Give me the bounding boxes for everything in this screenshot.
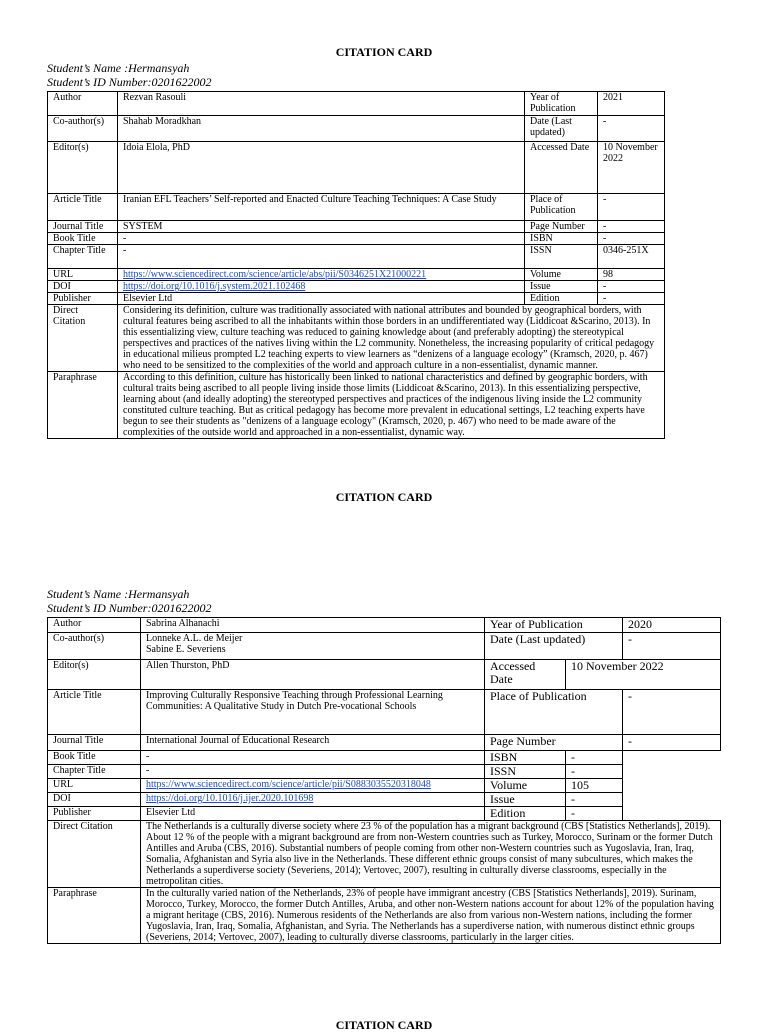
doi-link[interactable]: https://doi.org/10.1016/j.system.2021.102468 (123, 281, 306, 292)
table-row (48, 293, 665, 305)
edition-label: Edition (485, 807, 566, 821)
accessed-value: 10 November 2022 (566, 660, 721, 690)
date-updated-value: - (598, 116, 665, 142)
page-label: Page Number (485, 735, 623, 751)
book-value: - (141, 751, 485, 765)
url-label: URL (48, 269, 118, 281)
date-updated-label: Date (Last updated) (485, 633, 623, 660)
accessed-value: 10 November 2022 (598, 142, 665, 194)
card2-title: CITATION CARD (335, 490, 433, 504)
editor-label: Editor(s) (48, 142, 118, 194)
coauthor-label: Co-author(s) (48, 116, 118, 142)
table-row (48, 194, 665, 221)
table-row (48, 305, 665, 372)
date-updated-value: - (623, 633, 721, 660)
isbn-label: ISBN (485, 751, 566, 765)
doi-label: DOI (48, 793, 141, 807)
table-row (48, 735, 721, 751)
year-value: 2021 (598, 92, 665, 116)
publisher-label: Publisher (48, 807, 141, 821)
editor-value: Idoia Elola, PhD (118, 142, 525, 194)
chapter-value: - (118, 245, 525, 269)
issue-value: - (598, 281, 665, 293)
book-label: Book Title (48, 751, 141, 765)
paraphrase-text: In the culturally varied nation of the Netherlands, 23% of people have immigrant ancestry (CBS [Statistics Netherlands], 2019). Surinam, Morocco, Turkey, Morocco, the former Dutch Antilles, Aruba, and other non-Western nations account for about 12% of the population having a migrant heritage (CBS, 2016). Numerous residents of the Netherlands are also from various non-Western nations, including the former Yugoslavia, Iran, Iraq, Somalia, Afghanistan, and Syria. The Netherlands has a superdiverse nation, with numerous distinct ethnic groups (Severiens, 2014; Vertovec, 2007), leading to culturally diverse classrooms, particularly in the larger cities. (141, 888, 721, 944)
journal-value: SYSTEM (118, 221, 525, 233)
publisher-value: Elsevier Ltd (118, 293, 525, 305)
card2-student-name: Student’s Name :Hermansyah (47, 587, 190, 601)
direct-citation-label: Direct Citation (48, 821, 141, 888)
table-row (48, 660, 721, 690)
table-row (48, 793, 721, 807)
table-row (48, 751, 721, 765)
author-label: Author (48, 92, 118, 116)
issue-value: - (566, 793, 623, 807)
year-label: Year of Publication (525, 92, 598, 116)
table-row (48, 221, 665, 233)
author-label: Author (48, 618, 141, 633)
doi-label: DOI (48, 281, 118, 293)
card1-title: CITATION CARD (335, 45, 433, 59)
table-row (48, 142, 665, 194)
place-value: - (623, 690, 721, 735)
direct-citation-text: Considering its definition, culture was traditionally associated with national attributes and bounded by geographical borders, with cultural features being ascribed to all the inhabitants within those borders in an undifferentiated way (Liddicoat &Scarino, 2013). In this essentializing view, culture teaching was reduced to gaining knowledge about (and preferably adopting) the stereotypical perspectives and practices of the natives living within the L2 community. Nonetheless, the increasing popularity of critical pedagogy in educational milieus prompted L2 teaching experts to view learners as “denizens of a language ecology” (Kramsch, 2020, p. 467) who need to be sensitized to the complexities of the world and approach culture in a non-essentialist, dynamic manner. (118, 305, 665, 372)
card1-student-id: Student’s ID Number:0201622002 (47, 75, 212, 89)
table-row (48, 245, 665, 269)
issn-value: 0346-251X (598, 245, 665, 269)
issue-label: Issue (485, 793, 566, 807)
table-row (48, 888, 721, 944)
edition-label: Edition (525, 293, 598, 305)
author-value: Sabrina Alhanachi (141, 618, 485, 633)
card3-title: CITATION CARD (335, 1018, 433, 1032)
article-value: Improving Culturally Responsive Teaching through Professional Learning Communities: A Qualitative Study in Dutch Pre-vocational Schools (141, 690, 485, 735)
chapter-value: - (141, 765, 485, 779)
volume-label: Volume (485, 779, 566, 793)
article-value: Iranian EFL Teachers’ Self-reported and Enacted Culture Teaching Techniques: A Case Study (118, 194, 525, 221)
coauthor-value: Lonneke A.L. de Meijer Sabine E. Severiens (141, 633, 485, 660)
table-row (48, 233, 665, 245)
coauthor-value: Shahab Moradkhan (118, 116, 525, 142)
table-row (48, 618, 721, 633)
edition-value: - (598, 293, 665, 305)
page-label: Page Number (525, 221, 598, 233)
date-updated-label: Date (Last updated) (525, 116, 598, 142)
place-label: Place of Publication (525, 194, 598, 221)
url-label: URL (48, 779, 141, 793)
table-row (48, 690, 721, 735)
book-value: - (118, 233, 525, 245)
table-row (48, 821, 721, 888)
doi-link[interactable]: https://doi.org/10.1016/j.ijer.2020.101698 (146, 793, 314, 804)
accessed-label: Accessed Date (525, 142, 598, 194)
table-row (48, 116, 665, 142)
place-label: Place of Publication (485, 690, 623, 735)
journal-label: Journal Title (48, 735, 141, 751)
volume-value: 98 (598, 269, 665, 281)
isbn-value: - (566, 751, 623, 765)
year-label: Year of Publication (485, 618, 623, 633)
editor-value: Allen Thurston, PhD (141, 660, 485, 690)
coauthor-label: Co-author(s) (48, 633, 141, 660)
article-label: Article Title (48, 194, 118, 221)
editor-label: Editor(s) (48, 660, 141, 690)
article-label: Article Title (48, 690, 141, 735)
year-value: 2020 (623, 618, 721, 633)
page-value: - (598, 221, 665, 233)
table-row (48, 92, 665, 116)
isbn-label: ISBN (525, 233, 598, 245)
paraphrase-text: According to this definition, culture has historically been linked to national characteristics and defined by geographic borders, with cultural traits being ascribed to all people living inside those limits (Liddicoat &Scarino, 2013). In this essentializing perspective, learning about (and ideally adopting) the stereotyped perspectives and practices of the indigenous living inside the L2 community constituted culture teaching. But as critical pedagogy has become more prevalent in educational settings, L2 teaching experts have begun to see their students as "denizens of a language ecology" (Kramsch, 2020, p. 467) who need to be made aware of the complexities of the outside world and approached in a non-essentialist, dynamic way. (118, 372, 665, 439)
table-row (48, 807, 721, 821)
table-row (48, 765, 721, 779)
issue-label: Issue (525, 281, 598, 293)
book-label: Book Title (48, 233, 118, 245)
table-row (48, 269, 665, 281)
volume-value: 105 (566, 779, 623, 793)
issn-value: - (566, 765, 623, 779)
table-row (48, 633, 721, 660)
url-link[interactable]: https://www.sciencedirect.com/science/article/abs/pii/S0346251X21000221 (123, 269, 427, 280)
direct-citation-text: The Netherlands is a culturally diverse society where 23 % of the population has a migrant background (CBS [Statistics Netherlands], 2019). About 12 % of the people with a migrant background are from non-Western countries such as Turkey, Morocco, Surinam or the former Dutch Antilles and Aruba (CBS, 2016). Substantial numbers of people coming from other non-Western countries such as Yugoslavia, Iran, Iraq, Somalia, Afghanistan and Syria also live in the Netherlands. These different ethnic groups consist of many subcultures, which makes the Netherlands a superdiverse society (Severiens, 2014); Vertovec, 2007), resulting in culturally diverse classrooms, especially in the metropolitan cities. (141, 821, 721, 888)
card1-citation-table (47, 91, 665, 439)
issn-label: ISSN (485, 765, 566, 779)
table-row (48, 372, 665, 439)
isbn-value: - (598, 233, 665, 245)
card2-student-id: Student’s ID Number:0201622002 (47, 601, 212, 615)
volume-label: Volume (525, 269, 598, 281)
issn-label: ISSN (525, 245, 598, 269)
table-row (48, 779, 721, 793)
publisher-label: Publisher (48, 293, 118, 305)
chapter-label: Chapter Title (48, 245, 118, 269)
card1-student-name: Student’s Name :Hermansyah (47, 61, 190, 75)
journal-value: International Journal of Educational Research (141, 735, 485, 751)
paraphrase-label: Paraphrase (48, 372, 118, 439)
journal-label: Journal Title (48, 221, 118, 233)
direct-citation-label: Direct Citation (48, 305, 118, 372)
publisher-value: Elsevier Ltd (141, 807, 485, 821)
place-value: - (598, 194, 665, 221)
card2-citation-table (47, 617, 721, 944)
page-value: - (623, 735, 721, 751)
url-link[interactable]: https://www.sciencedirect.com/science/article/pii/S0883035520318048 (146, 779, 431, 790)
table-row (48, 281, 665, 293)
paraphrase-label: Paraphrase (48, 888, 141, 944)
edition-value: - (566, 807, 623, 821)
author-value: Rezvan Rasouli (118, 92, 525, 116)
chapter-label: Chapter Title (48, 765, 141, 779)
accessed-label: Accessed Date (485, 660, 566, 690)
